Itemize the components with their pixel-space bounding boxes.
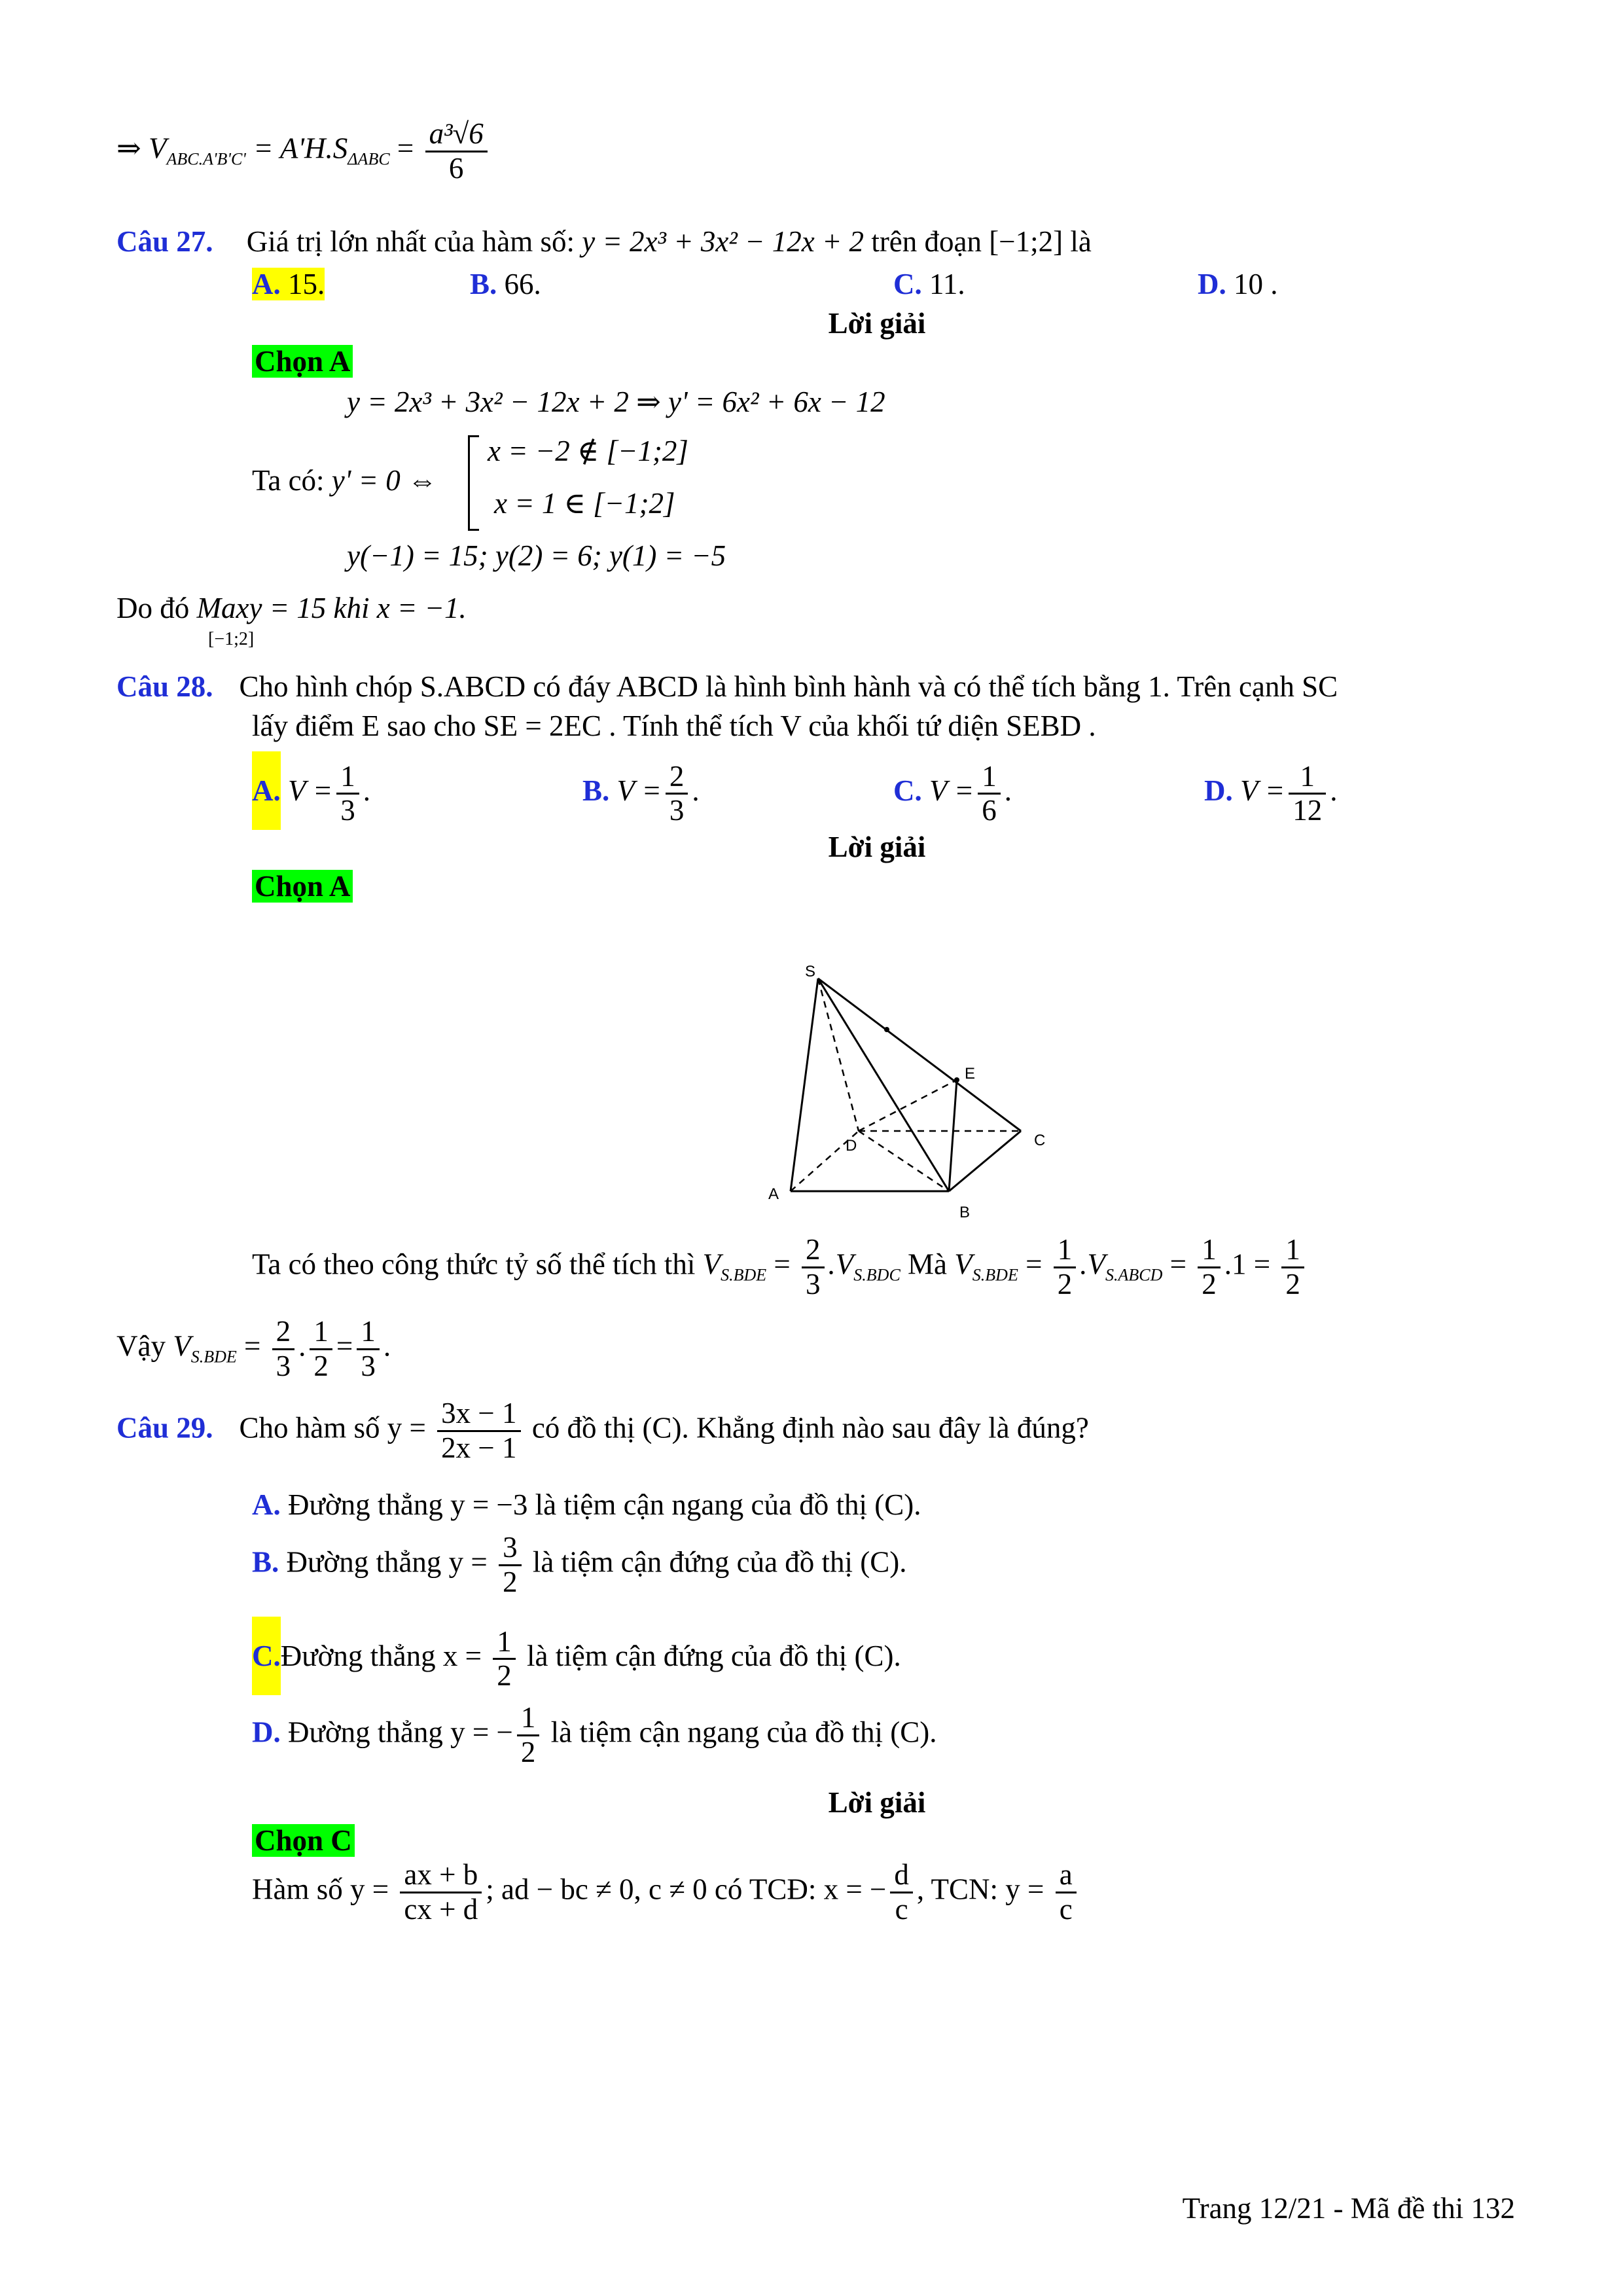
label-c: C <box>1034 1132 1046 1149</box>
q27-option-b: B. 66. <box>470 268 541 300</box>
q27-line1: y = 2x³ + 3x² − 12x + 2 ⇒ y' = 6x² + 6x − 12 <box>347 386 885 418</box>
q27-conclusion: Do đó Maxy = 15 khi x = −1. <box>116 592 467 624</box>
q28-line1: Câu 28. Cho hình chóp S.ABCD có đáy ABCD là hình bình hành và có thể tích bằng 1. Trên cạnh SC <box>116 670 1338 703</box>
q27-line3: y(−1) = 15; y(2) = 6; y(1) = −5 <box>347 539 726 572</box>
label-b: B <box>959 1204 971 1221</box>
edge-sd <box>818 978 859 1131</box>
q28-option-c: C. V = $\frac{1}{6}$ . <box>893 759 1012 827</box>
label-e: E <box>965 1065 976 1083</box>
label-a: A <box>768 1185 779 1203</box>
q29-option-d: D. Đường thẳng y = − $\frac{1}{2}$ là tiệm cận ngang của đồ thị (C). <box>252 1701 937 1768</box>
q29-option-b: B. Đường thẳng y = $\frac{3}{2}$ là tiệm cận đứng của đồ thị (C). <box>252 1531 907 1598</box>
edge-bc <box>949 1131 1021 1191</box>
q27-conclusion-sub: [−1;2] <box>208 629 255 649</box>
q28-solution-title: Lời giải <box>828 831 926 863</box>
edge-sb <box>818 978 949 1191</box>
q27-taco: Ta có: y' = 0 ⇔ <box>252 464 438 497</box>
q27-solution-title: Lời giải <box>828 307 926 340</box>
q27-stem: Câu 27. Giá trị lớn nhất của hàm số: y = 2x³ + 3x² − 12x + 2 trên đoạn [−1;2] là <box>116 225 1092 258</box>
q29-option-a: A. Đường thẳng y = −3 là tiệm cận ngang của đồ thị (C). <box>252 1488 921 1521</box>
q27-option-a: A. 15. <box>252 268 325 300</box>
q27-case2: x = 1 ∈ [−1;2] <box>494 487 675 520</box>
q27-label: Câu 27. <box>116 225 213 258</box>
q29-solution-title: Lời giải <box>828 1786 926 1819</box>
edge-sa <box>791 978 818 1191</box>
q27-case-bracket <box>468 435 479 531</box>
edge-be <box>949 1080 957 1191</box>
q29-solution: Hàm số y = $\frac{ax + b}{cx + d}$ ; ad − bc ≠ 0, c ≠ 0 có TCĐ: x = − $\frac{d}{c}$ , TCN: y = $\frac{a}{c}$ <box>252 1859 1080 1926</box>
q27-option-c: C. 11. <box>893 268 965 300</box>
top-formula: ⇒ $V_{ABC.A'B'C'} = A'H.S_{\Delta ABC}$ = $\frac{\text{a³√6}}{6}$ <box>116 118 491 185</box>
q28-label: Câu 28. <box>116 670 213 703</box>
label-d: D <box>846 1137 857 1155</box>
edge-sc <box>818 978 1021 1131</box>
q28-formula: Ta có theo công thức tỷ số thể tích thì $V_{S.BDE}$ = $\frac{2}{3}$ $.V_{S.BDC}$ Mà $V_{S.BDE}$ = $\frac{1}{2}$ $.V_{S.ABCD}$ = $\frac{1}{2}$ .1 = $\frac{1}{2}$ <box>252 1234 1308 1300</box>
q29-stem: Câu 29. Cho hàm số y = $\frac{3x - 1}{2x - 1}$ có đồ thị (C). Khẳng định nào sau đây là đúng? <box>116 1397 1089 1464</box>
q29-chosen: Chọn C <box>252 1825 355 1857</box>
q29-option-c: C.Đường thẳng x = $\frac{1}{2}$ là tiệm cận đứng của đồ thị (C). <box>252 1617 901 1695</box>
q28-option-a: A. V = $\frac{1}{3}$ . <box>252 751 370 830</box>
pyramid-figure <box>746 956 1060 1224</box>
point-e <box>954 1077 959 1083</box>
q29-label: Câu 29. <box>116 1411 213 1444</box>
page-footer: Trang 12/21 - Mã đề thi 132 <box>1182 2192 1515 2225</box>
label-s: S <box>805 963 816 980</box>
q28-chosen: Chọn A <box>252 870 353 903</box>
q28-option-d: D. V = $\frac{1}{12}$ . <box>1204 759 1338 827</box>
q27-case1: x = −2 ∉ [−1;2] <box>488 435 688 467</box>
point-mid-sc <box>884 1027 889 1032</box>
top-fraction: $\frac{\text{a³√6}}{6}$ <box>425 118 488 185</box>
q28-conclusion: Vậy $V_{S.BDE}$ = $\frac{2}{3}$ . $\frac{1}{2}$ = $\frac{1}{3}$ . <box>116 1315 391 1382</box>
q28-line2: lấy điểm E sao cho SE = 2EC . Tính thể tích V của khối tứ diện SEBD . <box>252 709 1096 742</box>
q27-option-d: D. 10 . <box>1198 268 1278 300</box>
q28-option-b: B. V = $\frac{2}{3}$ . <box>582 759 700 827</box>
edge-db <box>859 1131 949 1191</box>
q27-chosen: Chọn A <box>252 346 353 378</box>
